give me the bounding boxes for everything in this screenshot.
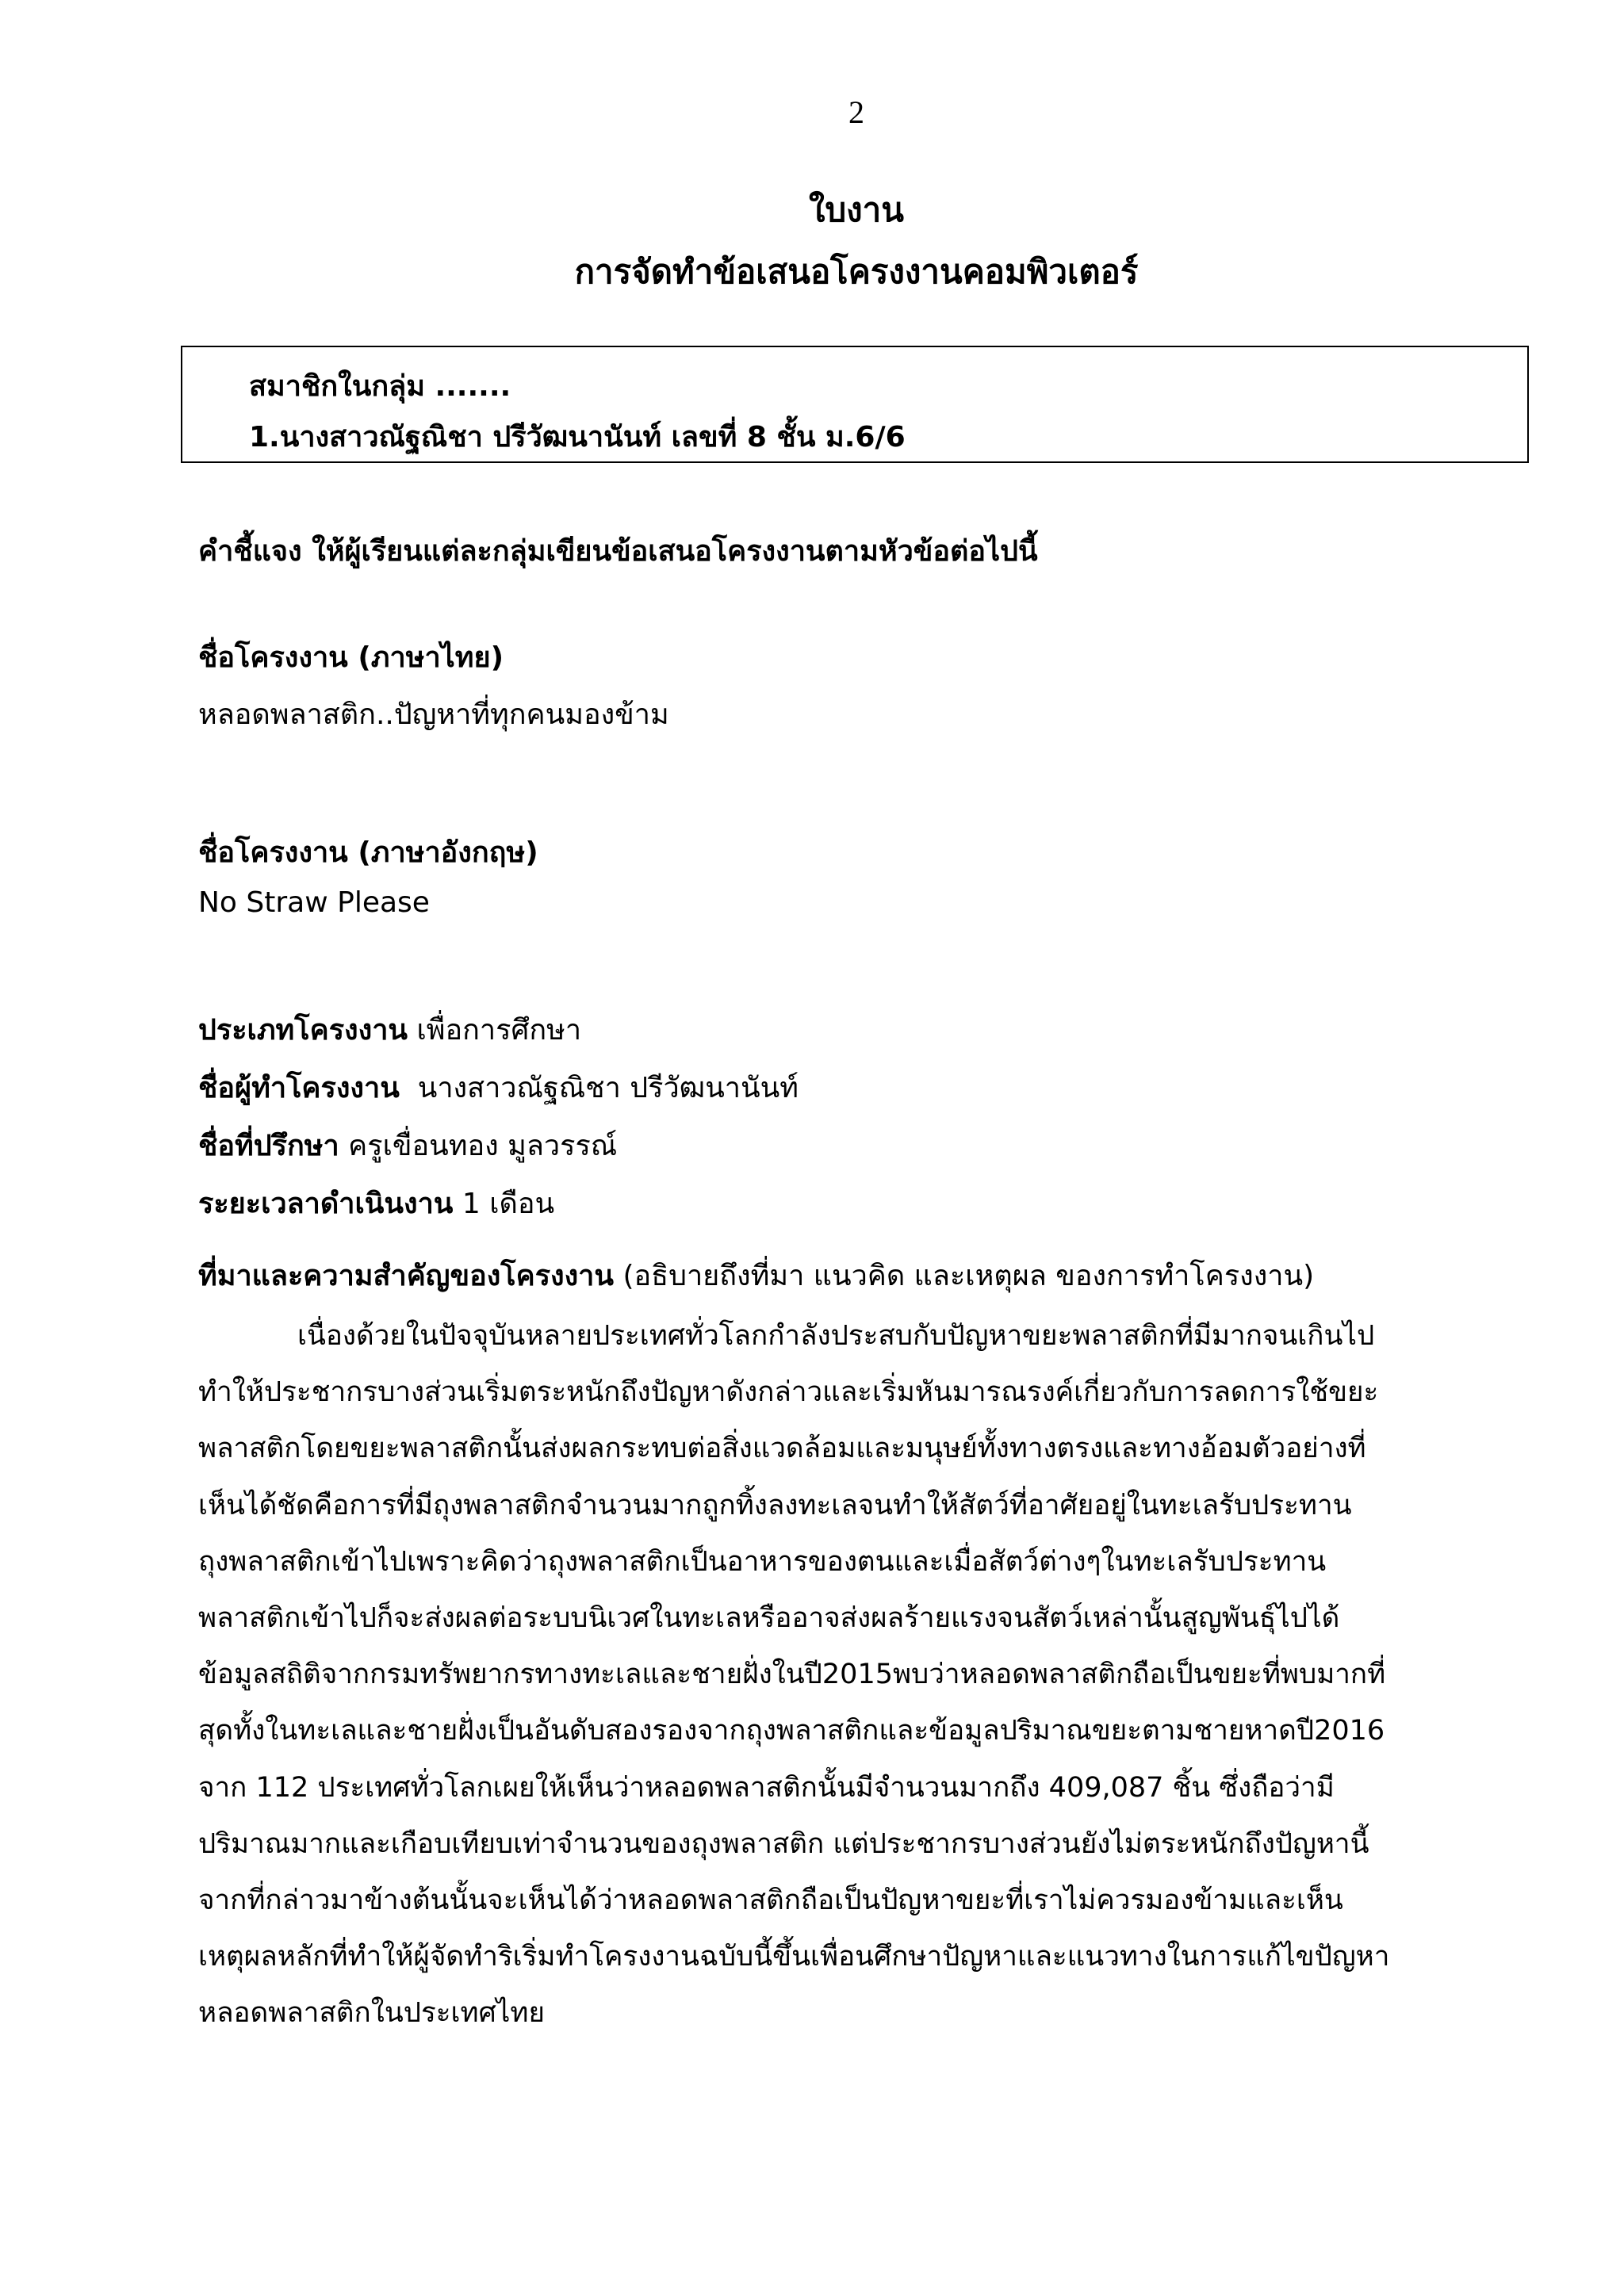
advisor-value: ครูเขื่อนทอง มูลวรรณ์ [339, 1130, 618, 1162]
project-name-th-value: หลอดพลาสติก..ปัญหาที่ทุกคนมองข้าม [198, 698, 669, 731]
group-members-label: สมาชิกในกลุ่ม ....... [249, 370, 511, 403]
project-name-en-label: ชื่อโครงงาน (ภาษาอังกฤษ) [198, 836, 538, 869]
group-members-box [181, 346, 1529, 463]
advisor-label: ชื่อที่ปรึกษา [198, 1130, 339, 1162]
worksheet-title: ใบงาน [809, 190, 904, 229]
paragraph-line: ทำให้ประชากรบางส่วนเริ่มตระหนักถึงปัญหาดังกล่าวและเริ่มหันมารณรงค์เกี่ยวกับการลดการใช้ขยะ [198, 1376, 1379, 1409]
paragraph-line: จาก 112 ประเทศทั่วโลกเผยให้เห็นว่าหลอดพลาสติกนั้นมีจำนวนมากถึง 409,087 ชิ้น ซึ่งถือว่ามี [198, 1771, 1335, 1804]
paragraph-line: เห็นได้ชัดคือการที่มีถุงพลาสติกจำนวนมากถูกทิ้งลงทะเลจนทำให้สัตว์ที่อาศัยอยู่ในทะเลรับประทาน [198, 1489, 1352, 1521]
project-name-en-value: No Straw Please [198, 886, 430, 919]
background-paragraph [198, 1308, 1515, 2042]
paragraph-line: จากที่กล่าวมาข้างต้นนั้นจะเห็นได้ว่าหลอดพลาสติกถือเป็นปัญหาขยะที่เราไม่ควรมองข้ามและเห็น [198, 1884, 1343, 1916]
author [198, 1065, 799, 1110]
paragraph-line: ปริมาณมากและเกือบเทียบเท่าจำนวนของถุงพลาสติก แต่ประชากรบางส่วนยังไม่ตระหนักถึงปัญหานี้ [198, 1827, 1369, 1860]
project-type-value: เพื่อการศึกษา [408, 1014, 582, 1047]
author-value: นางสาวณัฐณิชา ปรีวัฒนานันท์ [399, 1072, 799, 1104]
worksheet-subtitle: การจัดทำข้อเสนอโครงงานคอมพิวเตอร์ [574, 252, 1139, 291]
paragraph-line: ข้อมูลสถิติจากกรมทรัพยากรทางทะเลและชายฝั่งในปี2015พบว่าหลอดพลาสติกถือเป็นขยะที่พบมากที่ [198, 1659, 1386, 1691]
project-type [198, 1007, 581, 1052]
paragraph-line: สุดทั้งในทะเลและชายฝั่งเป็นอันดับสองรองจากถุงพลาสติกและข้อมูลปริมาณขยะตามชายหาดปี2016 [198, 1715, 1385, 1747]
author-label: ชื่อผู้ทำโครงงาน [198, 1072, 400, 1104]
instruction: คำชี้แจง ให้ผู้เรียนแต่ละกลุ่มเขียนข้อเสนอโครงงานตามหัวข้อต่อไปนี้ [198, 535, 1038, 568]
paragraph-line: ถุงพลาสติกเข้าไปเพราะคิดว่าถุงพลาสติกเป็นอาหารของตนและเมื่อสัตว์ต่างๆในทะเลรับประทาน [198, 1545, 1327, 1578]
paragraph-line: เหตุผลหลักที่ทำให้ผู้จัดทำริเริ่มทำโครงงานฉบับนี้ขึ้นเพื่อนศึกษาปัญหาและแนวทางในการแก้ไขปัญหา [198, 1941, 1390, 1973]
paragraph-line: พลาสติกเข้าไปก็จะส่งผลต่อระบบนิเวศในทะเลหรืออาจส่งผลร้ายแรงจนสัตว์เหล่านั้นสูญพันธุ์ไปได้ [198, 1601, 1340, 1634]
background-note: (อธิบายถึงที่มา แนวคิด และเหตุผล ของการทำโครงงาน) [614, 1260, 1315, 1292]
duration-label: ระยะเวลาดำเนินงาน [198, 1188, 454, 1220]
duration [198, 1181, 554, 1226]
paragraph-line: หลอดพลาสติกในประเทศไทย [198, 1997, 545, 2030]
project-type-label: ประเภทโครงงาน [198, 1014, 408, 1047]
group-member-1: 1.นางสาวณัฐณิชา ปรีวัฒนานันท์ เลขที่ 8 ชั้น ม.6/6 [249, 421, 906, 453]
project-name-th-label: ชื่อโครงงาน (ภาษาไทย) [198, 641, 504, 674]
paragraph-line: เนื่องด้วยในปัจจุบันหลายประเทศทั่วโลกกำลังประสบกับปัญหาขยะพลาสติกที่มีมากจนเกินไป [297, 1320, 1375, 1352]
advisor [198, 1123, 617, 1168]
page-number: 2 [848, 94, 864, 130]
duration-value: 1 เดือน [453, 1188, 555, 1220]
paragraph-line: พลาสติกโดยขยะพลาสติกนั้นส่งผลกระทบต่อสิ่งแวดล้อมและมนุษย์ทั้งทางตรงและทางอ้อมตัวอย่างที่ [198, 1433, 1366, 1465]
background-heading [198, 1253, 1314, 1298]
background-label: ที่มาและความสำคัญของโครงงาน [198, 1260, 615, 1292]
